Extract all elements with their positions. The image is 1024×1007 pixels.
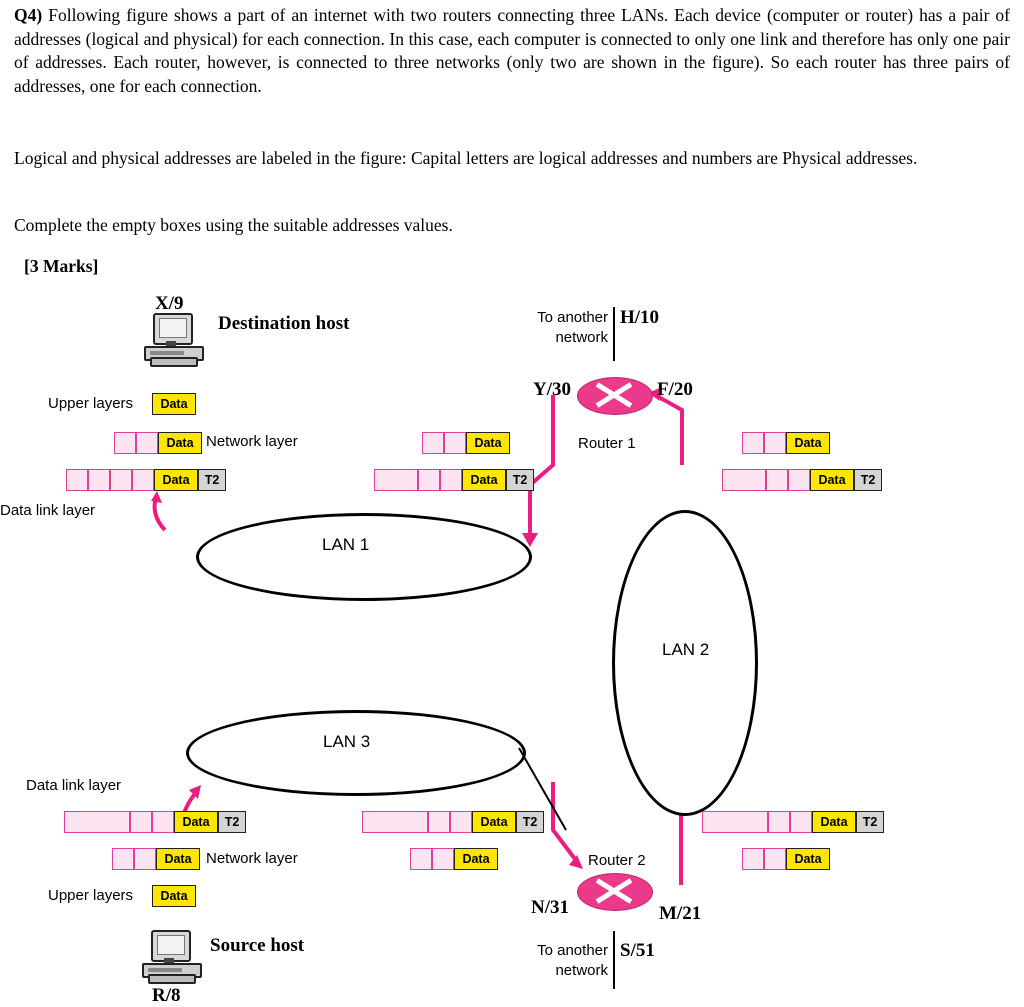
packet-cell-t2: T2 [198, 469, 226, 491]
router1-addr-left: Y/30 [533, 379, 571, 400]
question-paragraph-2: Logical and physical addresses are labeled in the figure: Capital letters are logical addresses and numbers are Physical addresses. [14, 148, 918, 168]
destination-host-label: Destination host [218, 313, 350, 334]
router2-addr-right: M/21 [659, 903, 702, 924]
packet-cell-data: Data [174, 811, 218, 833]
packet-cell-data: Data [472, 811, 516, 833]
packet-cell-data: Data [786, 432, 830, 454]
packet-cell-data: Data [152, 885, 196, 907]
router1-addr-top: H/10 [620, 307, 660, 328]
source-host-label: Source host [210, 935, 305, 956]
router1-label: Router 1 [578, 435, 636, 452]
question-number: Q4) [14, 5, 43, 25]
packet-cell-t2: T2 [854, 469, 882, 491]
packet-cell-data: Data [156, 848, 200, 870]
packet-cell-data: Data [786, 848, 830, 870]
datalink-layer-label-top: Data link layer [0, 502, 96, 519]
packet-cell-data: Data [454, 848, 498, 870]
router1-addr-right: F/20 [657, 379, 693, 400]
packet-cell-data: Data [152, 393, 196, 415]
packet-cell-t2: T2 [516, 811, 544, 833]
source-host-address: R/8 [152, 985, 181, 1006]
packet-cell-data: Data [810, 469, 854, 491]
question-text [14, 4, 1010, 99]
network-figure [0, 285, 1024, 1005]
question-paragraph-3: Complete the empty boxes using the suitable addresses values. [14, 215, 453, 235]
upper-layers-label-top: Upper layers [48, 395, 134, 412]
router1-to-another-network: To another network [537, 309, 608, 346]
packet-cell-data: Data [154, 469, 198, 491]
network-layer-label-bottom: Network layer [206, 850, 298, 867]
destination-host-address: X/9 [155, 293, 184, 314]
packet-cell-data: Data [466, 432, 510, 454]
upper-layers-label-bottom: Upper layers [48, 887, 134, 904]
router2-addr-left: N/31 [531, 897, 569, 918]
datalink-layer-label-bottom: Data link layer [26, 777, 122, 794]
packet-cell-t2: T2 [506, 469, 534, 491]
router2-addr-bottom: S/51 [620, 940, 655, 961]
packet-cell-t2: T2 [218, 811, 246, 833]
packet-cell-t2: T2 [856, 811, 884, 833]
lan1-label: LAN 1 [322, 535, 370, 554]
packet-cell-data: Data [812, 811, 856, 833]
marks-label: [3 Marks] [24, 256, 99, 276]
lan2-label: LAN 2 [662, 640, 710, 659]
packet-cell-data: Data [462, 469, 506, 491]
lan3-label: LAN 3 [323, 732, 371, 751]
network-layer-label-top: Network layer [206, 433, 298, 450]
router2-to-another-network: To another network [537, 942, 608, 979]
lan-connectors [0, 285, 1024, 1005]
question-paragraph-1: Following figure shows a part of an internet with two routers connecting three LANs. Each device (computer or router) has a pair of addresses (logical and physical) for each connection. In this case, each computer is connected to only one link and therefore has only one pair of addresses. Each router, however, is connected to three networks (only two are shown in the figure). So each router has three pairs of addresses, one for each connection. [14, 5, 1011, 96]
packet-cell-data: Data [158, 432, 202, 454]
router2-label: Router 2 [588, 852, 646, 869]
